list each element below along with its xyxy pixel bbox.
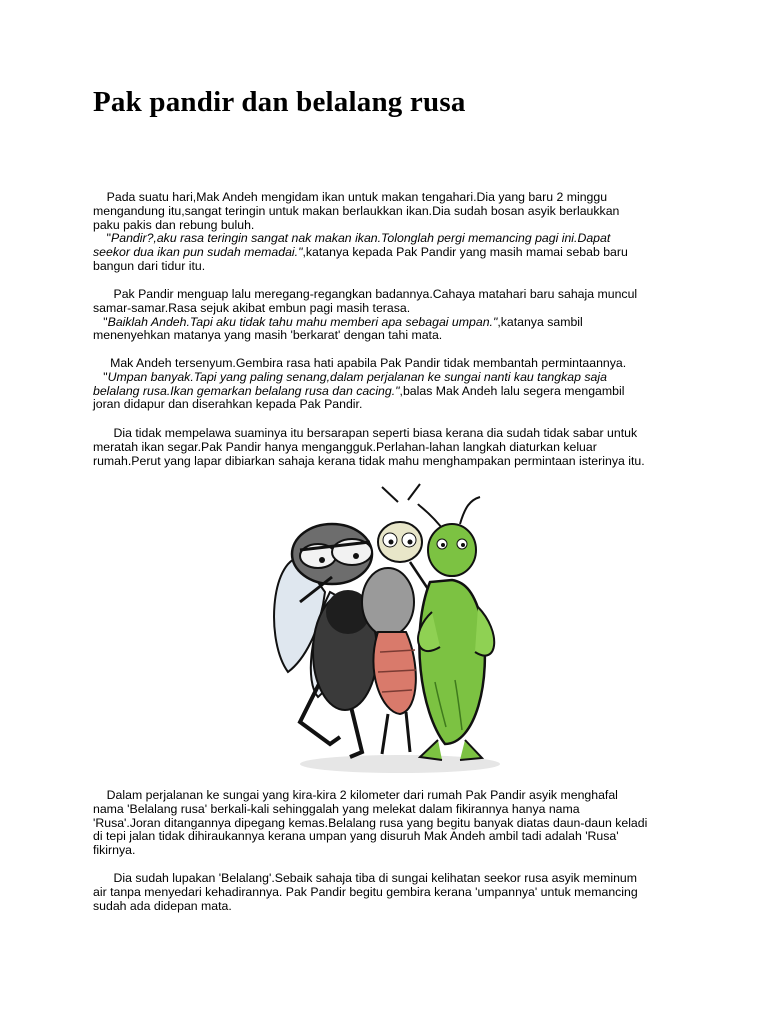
- narration-text: ": [93, 314, 108, 329]
- story-paragraph: [93, 427, 693, 468]
- story-paragraph: [93, 191, 693, 274]
- text-line: [93, 232, 693, 246]
- text-line: [93, 260, 693, 274]
- narration-text: Dia tidak mempelawa suaminya itu bersarapan seperti biasa kerana dia sudah tidak sabar untuk: [93, 426, 638, 440]
- text-line: [93, 288, 693, 302]
- narration-text: Dalam perjalanan ke sungai yang kira-kira 2 kilometer dari rumah Pak Pandir asyik menghafal: [93, 788, 618, 802]
- narration-text: di tepi jalan tidak dihiraukannya kerana umpan yang disuruh Mak Andeh ambil tadi adalah 'Rusa': [93, 829, 619, 844]
- narration-text: Mak Andeh tersenyum.Gembira rasa hati apabila Pak Pandir tidak membantah permintaannya.: [93, 356, 627, 370]
- text-line: [93, 872, 693, 886]
- text-line: [93, 830, 693, 844]
- text-line: [93, 441, 693, 455]
- dialogue-text: Baiklah Andeh.Tapi aku tidak tahu mahu memberi apa sebagai umpan.": [107, 314, 498, 329]
- text-line: [93, 844, 693, 858]
- narration-text: ,katanya sambil: [497, 314, 583, 329]
- narration-text: ": [93, 369, 108, 384]
- narration-text: meratah ikan segar.Pak Pandir hanya mengangguk.Perlahan-lahan langkah diaturkan keluar: [93, 439, 597, 454]
- narration-text: ,balas Mak Andeh lalu segera mengambil: [399, 383, 625, 398]
- narration-text: ,katanya kepada Pak Pandir yang masih mamai sebab baru: [302, 245, 628, 260]
- text-line: [93, 316, 693, 330]
- narration-text: air tanpa menyedari kehadirannya. Pak Pandir begitu gembira kerana 'umpannya' untuk memancing: [93, 884, 638, 899]
- story-paragraph: [93, 288, 693, 343]
- insects-illustration: [270, 482, 506, 774]
- story-paragraph: [93, 789, 693, 858]
- dialogue-text: Umpan banyak.Tapi yang paling senang,dalam perjalanan ke sungai nanti kau tangkap saja: [107, 369, 607, 384]
- narration-text: mengandung itu,sangat teringin untuk makan berlaukkan ikan.Dia sudah bosan asyik berlaukkan: [93, 203, 620, 218]
- narration-text: Dia sudah lupakan 'Belalang'.Sebaik sahaja tiba di sungai kelihatan seekor rusa asyik meminum: [93, 871, 638, 885]
- narration-text: ": [93, 231, 112, 246]
- narration-text: paku pakis dan rebung buluh.: [93, 217, 255, 232]
- text-line: [93, 398, 693, 412]
- text-line: [93, 302, 693, 316]
- story-paragraph: [93, 357, 693, 412]
- text-line: [93, 371, 693, 385]
- dialogue-text: seekor dua ikan pun sudah memadai.": [93, 245, 303, 260]
- text-line: [93, 385, 693, 399]
- narration-text: 'Rusa'.Joran ditangannya dipegang kemas.Belalang rusa yang begitu banyak diatas daun-daun keladi: [93, 815, 648, 830]
- dialogue-text: Pandir?,aku rasa teringin sangat nak makan ikan.Tolonglah pergi memancing pagi ini.Dapat: [111, 231, 611, 246]
- narration-text: rumah.Perut yang lapar dibiarkan sahaja kerana tidak mahu menghampakan permintaan isterinya itu.: [93, 453, 645, 468]
- text-line: [93, 455, 693, 469]
- narration-text: Pak Pandir menguap lalu meregang-regangkan badannya.Cahaya matahari baru sahaja muncul: [93, 287, 638, 301]
- text-line: [93, 246, 693, 260]
- text-line: [93, 789, 693, 803]
- text-line: [93, 427, 693, 441]
- text-line: [93, 205, 693, 219]
- narration-text: samar-samar.Rasa sejuk akibat embun pagi masih terasa.: [93, 300, 411, 315]
- text-line: [93, 191, 693, 205]
- narration-text: Pada suatu hari,Mak Andeh mengidam ikan untuk makan tengahari.Dia yang baru 2 minggu: [93, 190, 608, 204]
- text-line: [93, 900, 693, 914]
- text-line: [93, 886, 693, 900]
- text-line: [93, 803, 693, 817]
- text-line: [93, 357, 693, 371]
- narration-text: nama 'Belalang rusa' berkali-kali sehinggalah yang melekat dalam fikirannya hanya nama: [93, 801, 580, 816]
- narration-text: fikirnya.: [93, 843, 136, 858]
- story-paragraph: [93, 872, 693, 913]
- narration-text: menenyehkan matanya yang masih 'berkarat' dengan tahi mata.: [93, 328, 443, 343]
- text-line: [93, 219, 693, 233]
- text-line: [93, 329, 693, 343]
- dialogue-text: belalang rusa.Ikan gemarkan belalang rusa dan cacing.": [93, 383, 400, 398]
- narration-text: bangun dari tidur itu.: [93, 258, 206, 273]
- narration-text: joran didapur dan diserahkan kepada Pak Pandir.: [93, 397, 363, 412]
- document-title: Pak pandir dan belalang rusa: [93, 86, 466, 118]
- text-line: [93, 817, 693, 831]
- narration-text: sudah ada didepan mata.: [93, 898, 232, 913]
